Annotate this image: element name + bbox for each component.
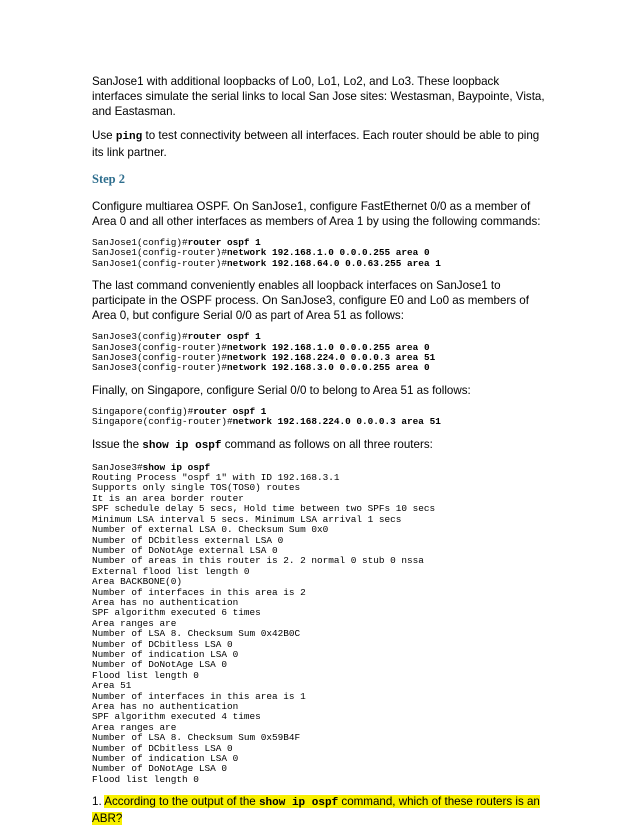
- ping-text-after: to test connectivity between all interfaces. Each router should be able to ping its link partner.: [92, 129, 540, 159]
- show-ip-ospf-output-block: [92, 463, 548, 786]
- code-prompt: Singapore(config-router)#: [92, 416, 233, 428]
- loopback-explanation-paragraph: The last command conveniently enables all loopback interfaces on SanJose1 to participate in the OSPF process. On SanJose3, configure E0 and Lo0 as members of Area 0, but configure Serial 0/0 as part of Area 51 as follows:: [92, 279, 529, 323]
- intro-paragraph: SanJose1 with additional loopbacks of Lo0, Lo1, Lo2, and Lo3. These loopback interfaces simulate the serial links to local San Jose sites: Westasman, Baypointe, Vista, and Eastasman.: [92, 75, 545, 118]
- code-line: [92, 363, 548, 373]
- output-line: Number of DoNotAge external LSA 0: [92, 544, 278, 556]
- output-line: Supports only single TOS(TOS0) routes: [92, 482, 301, 494]
- code-line: [92, 417, 548, 427]
- output-line: SPF schedule delay 5 secs, Hold time between two SPFs 10 secs: [92, 503, 436, 515]
- output-line: Number of indication LSA 0: [92, 753, 239, 765]
- step2-intro-paragraph: Configure multiarea OSPF. On SanJose1, configure FastEthernet 0/0 as a member of Area 0 and all other interfaces as members of Area 1 by using the following commands:: [92, 200, 541, 228]
- code-line: [92, 259, 548, 269]
- code-prompt: SanJose3(config-router)#: [92, 362, 228, 374]
- code-prompt: SanJose1(config-router)#: [92, 247, 228, 259]
- output-line: Number of DCbitless LSA 0: [92, 742, 233, 754]
- sanjose1-command-block: [92, 238, 548, 269]
- output-line: Minimum LSA interval 5 secs. Minimum LSA arrival 1 secs: [92, 513, 402, 525]
- output-line: Number of indication LSA 0: [92, 648, 239, 660]
- ping-text-before: Use: [92, 129, 116, 142]
- question-text-after: command, which of these routers is an ABR?: [92, 795, 540, 826]
- code-command: network 192.168.1.0 0.0.0.255 area 0: [227, 341, 430, 353]
- show-text-before: Issue the: [92, 437, 143, 451]
- output-line: Number of interfaces in this area is 1: [92, 690, 306, 702]
- output-line: External flood list length 0: [92, 565, 250, 577]
- output-line: Number of external LSA 0. Checksum Sum 0x0: [92, 524, 329, 536]
- code-prompt: SanJose3(config-router)#: [92, 352, 228, 364]
- output-line: Number of areas in this router is 2. 2 normal 0 stub 0 nssa: [92, 555, 424, 567]
- code-prompt: SanJose3(config)#: [92, 331, 188, 343]
- question-number: 1.: [92, 795, 105, 809]
- output-line: Number of DoNotAge LSA 0: [92, 763, 228, 775]
- output-line: Area has no authentication: [92, 701, 239, 712]
- output-line: Routing Process "ospf 1" with ID 192.168.3.1: [92, 472, 340, 484]
- question-command: show ip ospf: [258, 797, 339, 810]
- ping-paragraph: [92, 128, 548, 160]
- singapore-intro-paragraph: Finally, on Singapore, configure Serial 0/0 to belong to Area 51 as follows:: [92, 383, 471, 397]
- output-line: Number of DCbitless LSA 0: [92, 638, 233, 650]
- output-line: Area 51: [92, 680, 132, 692]
- output-line: Number of LSA 8. Checksum Sum 0x59B4F: [92, 732, 301, 744]
- code-command: network 192.168.224.0 0.0.0.3 area 51: [227, 352, 436, 364]
- code-prompt: SanJose1(config)#: [92, 237, 188, 248]
- output-line: SPF algorithm executed 6 times: [92, 607, 261, 619]
- output-line: Number of DCbitless external LSA 0: [92, 534, 284, 546]
- ping-command: ping: [115, 131, 143, 143]
- output-line: Area BACKBONE(0): [92, 576, 183, 588]
- question-highlight: [92, 795, 540, 825]
- code-command: router ospf 1: [193, 405, 267, 417]
- output-line: Number of DoNotAge LSA 0: [92, 659, 228, 671]
- output-line: SPF algorithm executed 4 times: [92, 711, 261, 723]
- code-prompt: SanJose1(config-router)#: [92, 257, 228, 269]
- show-ip-ospf-paragraph: [92, 437, 548, 454]
- show-text-after: command as follows on all three routers:: [221, 437, 433, 451]
- singapore-command-block: [92, 407, 548, 428]
- step-2-heading: Step 2: [92, 172, 125, 186]
- output-line: Area ranges are: [92, 617, 177, 629]
- code-command: network 192.168.1.0 0.0.0.255 area 0: [227, 247, 430, 259]
- show-ip-ospf-command: show ip ospf: [142, 439, 222, 452]
- output-line: Flood list length 0: [92, 773, 199, 785]
- question-1: [92, 794, 548, 826]
- output-line: Area has no authentication: [92, 596, 239, 608]
- code-command: network 192.168.3.0 0.0.0.255 area 0: [227, 362, 430, 374]
- output-line: Area ranges are: [92, 721, 177, 733]
- code-command: network 192.168.224.0 0.0.0.3 area 51: [232, 416, 441, 428]
- code-command: network 192.168.64.0 0.0.63.255 area 1: [227, 257, 441, 269]
- code-command: router ospf 1: [187, 237, 261, 248]
- question-text-before: According to the output of the: [104, 795, 259, 809]
- code-prompt: SanJose3(config-router)#: [92, 341, 228, 353]
- code-prompt: Singapore(config)#: [92, 405, 194, 417]
- output-line: Number of LSA 8. Checksum Sum 0x42B0C: [92, 628, 301, 640]
- output-line: It is an area border router: [92, 492, 244, 504]
- sanjose3-command-block: [92, 332, 548, 374]
- code-command: show ip ospf: [142, 461, 211, 473]
- output-line: Number of interfaces in this area is 2: [92, 586, 306, 598]
- code-command: router ospf 1: [187, 331, 261, 343]
- output-line: Flood list length 0: [92, 669, 199, 681]
- code-prompt: SanJose3#: [92, 461, 143, 473]
